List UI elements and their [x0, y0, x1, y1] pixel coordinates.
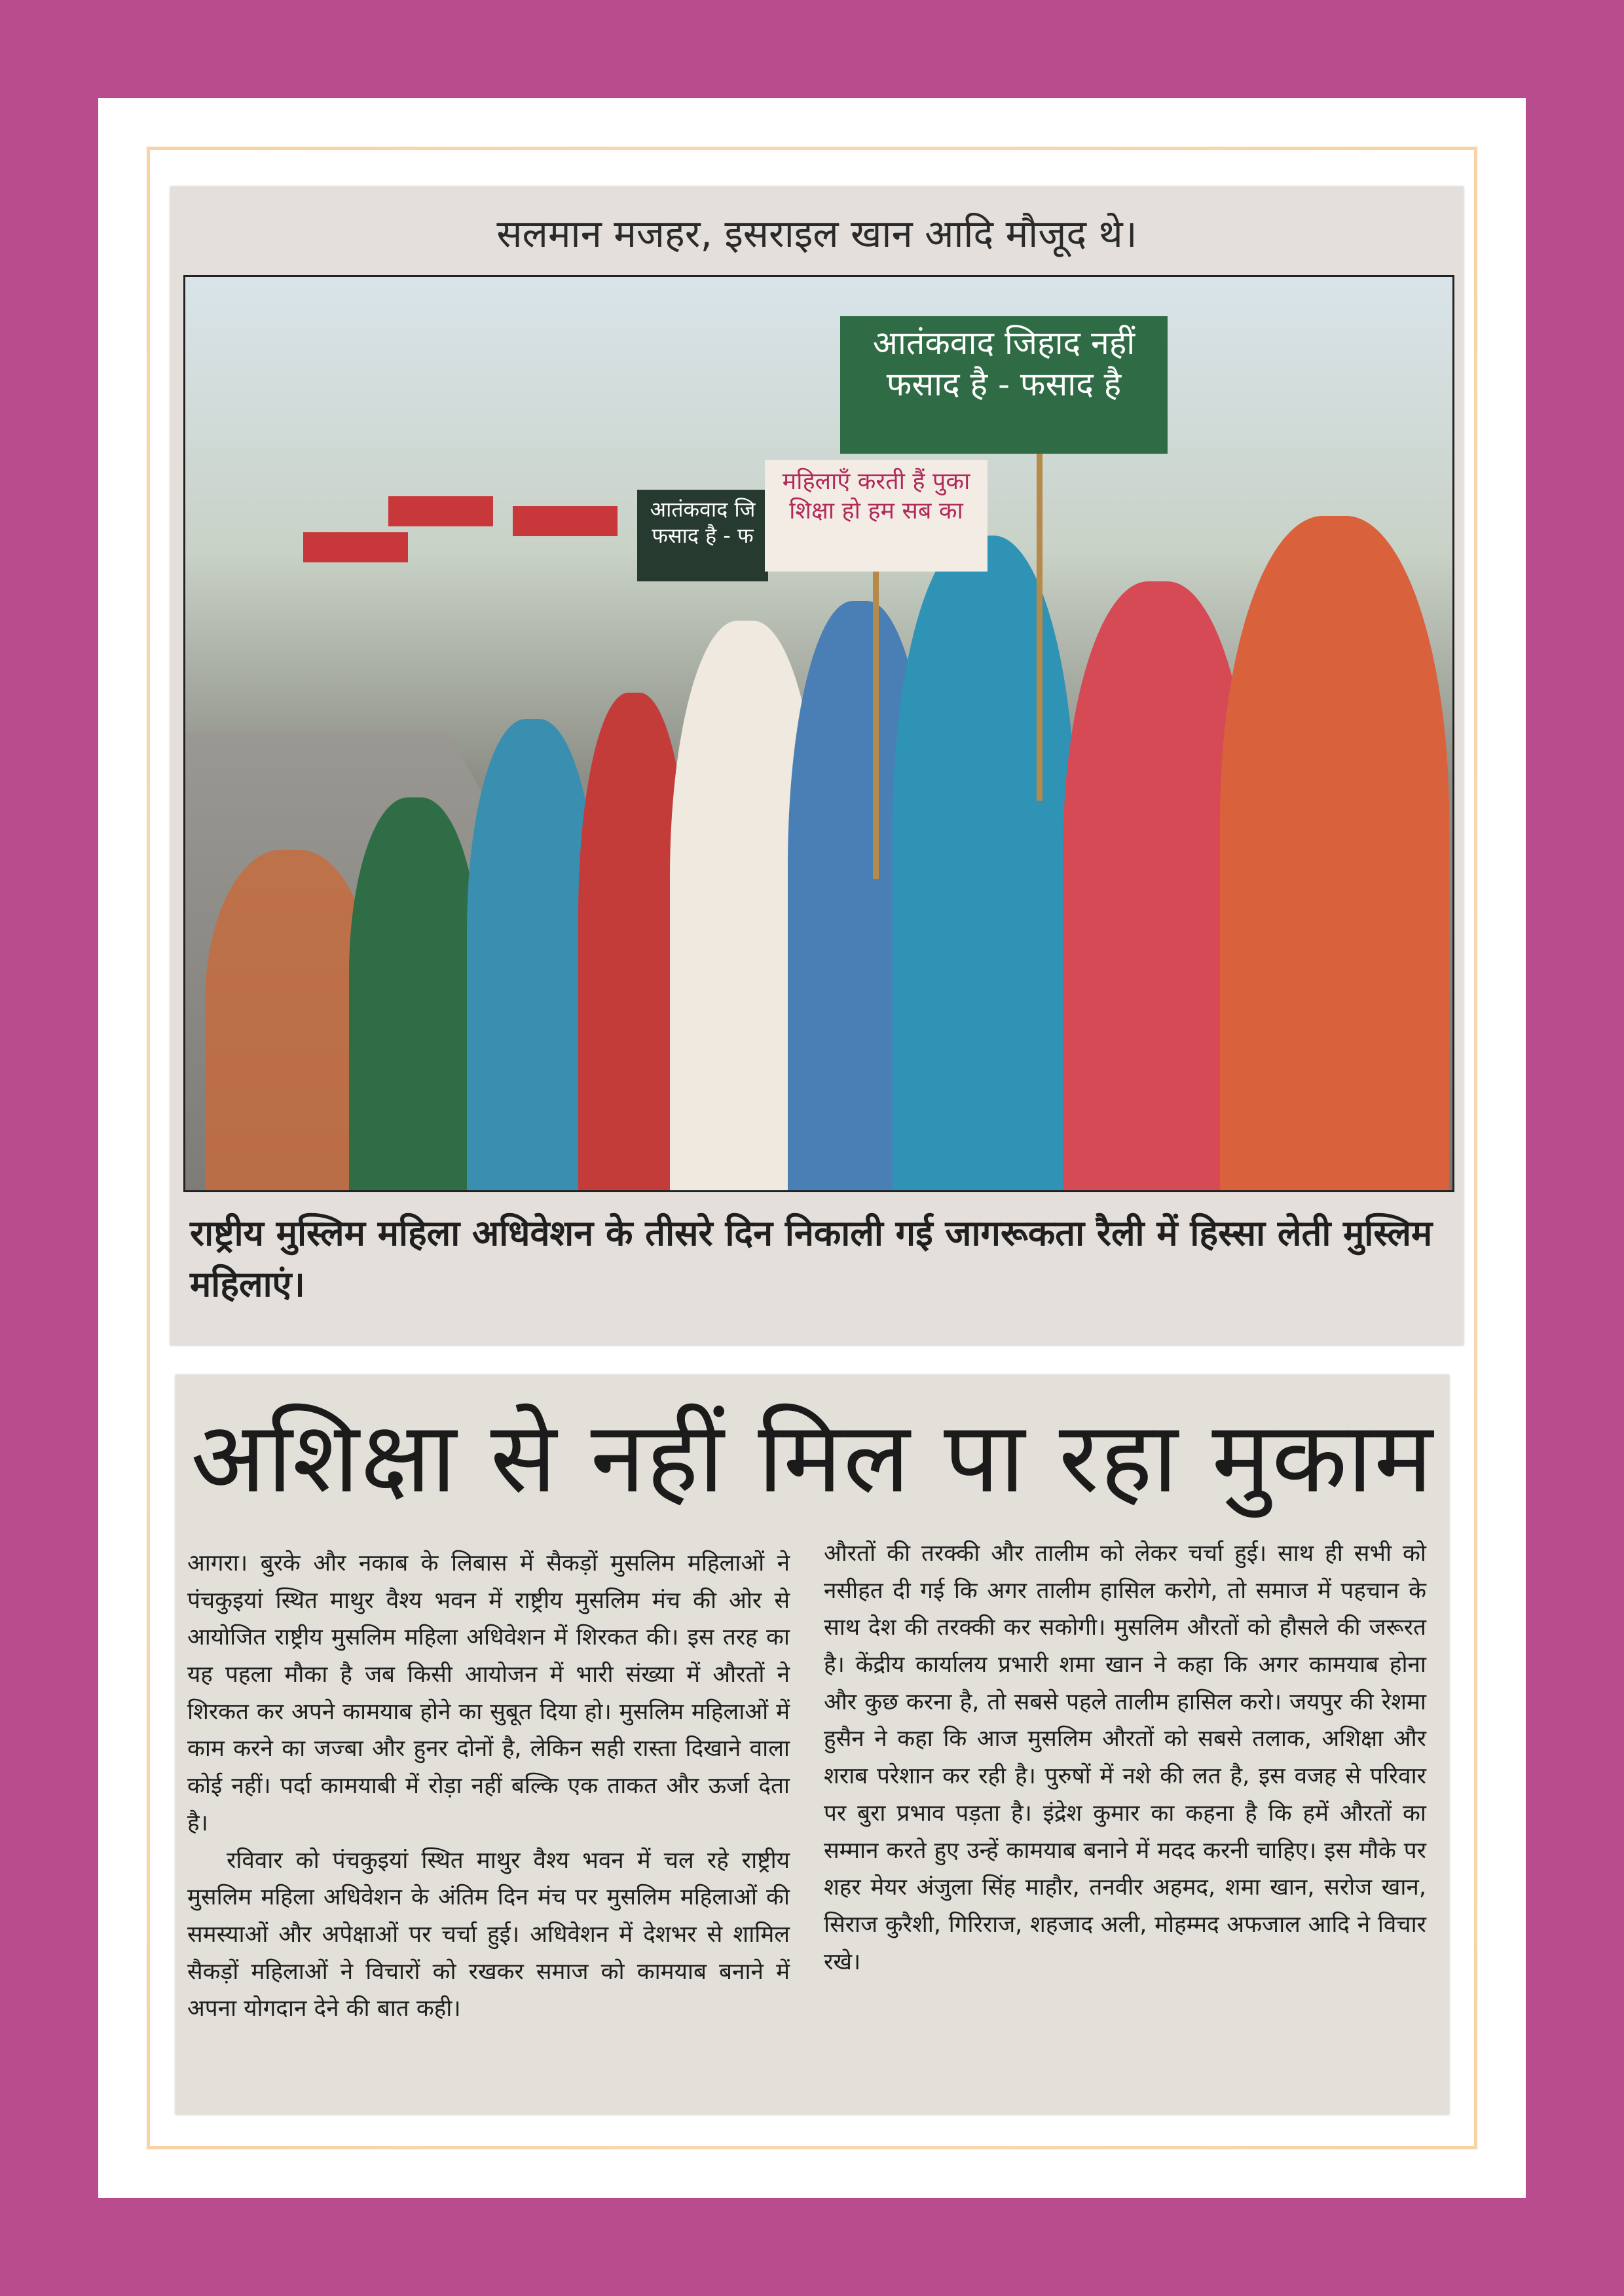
article-right-column — [824, 1535, 1426, 1980]
article-left-column — [187, 1545, 790, 2028]
sign-pole — [1037, 434, 1043, 801]
red-banner — [513, 506, 618, 536]
photo-caption: राष्ट्रीय मुस्लिम महिला अधिवेशन के तीसरे दिन निकाली गई जागरूकता रैली में हिस्सा लेती मुस्लिम महिलाएं। — [190, 1212, 1433, 1305]
photo-clipping — [170, 187, 1464, 1345]
article-headline: अशिक्षा से नहीं मिल पा रहा मुकाम — [191, 1401, 1434, 1515]
crowd-figure — [349, 797, 480, 1190]
red-banner — [303, 532, 408, 562]
sign-pole — [873, 552, 879, 879]
small-protest-sign: आतंकवाद जि फसाद है - फ — [637, 490, 768, 581]
red-banner — [388, 496, 493, 526]
crowd-figure — [1220, 516, 1449, 1190]
article-paragraph: रविवार को पंचकुइयां स्थित माथुर वैश्य भवन में चल रहे राष्ट्रीय मुसलिम महिला अधिवेशन के अंतिम दिन मंच पर मुसलिम महिलाओं की समस्याओं और अपेक्षाओं पर चर्चा हुई। अधिवेशन में देशभर से शामिल सैकड़ों महिलाओं ने विचारों को रखकर समाज को कामयाब बनाने में अपना योगदान देने की बात कही। — [187, 1847, 790, 2022]
women-protest-sign: महिलाएँ करती हैं पुका शिक्षा हो हम सब का — [765, 460, 987, 572]
article-paragraph: आगरा। बुरके और नकाब के लिबास में सैकड़ों मुसलिम महिलाओं ने पंचकुइयां स्थित माथुर वैश्य भवन में राष्ट्रीय मुसलिम मंच की ओर से आयोजित राष्ट्रीय मुसलिम महिला अधिवेशन में शिरकत की। इस तरह का यह पहला मौका है जब किसी आयोजन में भारी संख्या में औरतों ने शिरकत कर अपने कामयाब होने का सुबूत दिया हो। मुसलिम महिलाओं में काम करने का जज्बा और हुनर दोनों है, लेकिन सही रास्ता दिखाने वाला कोई नहीं। पर्दा कामयाबी में रोड़ा नहीं बल्कि एक ताकत और ऊर्जा देता है। — [187, 1550, 790, 1836]
clipping-top-line: सलमान मजहर, इसराइल खान आदि मौजूद थे। — [496, 211, 1137, 256]
article-paragraph: औरतों की तरक्की और तालीम को लेकर चर्चा हुई। साथ ही सभी को नसीहत दी गई कि अगर तालीम हासिल करोगे, तो समाज में पहचान के साथ देश की तरक्की कर सकोगी। मुसलिम औरतों को हौसले की जरूरत है। केंद्रीय कार्यालय प्रभारी शमा खान ने कहा कि अगर कामयाब होना और कुछ करना है, तो सबसे पहले तालीम हासिल करो। जयपुर की रेशमा हुसैन ने कहा कि आज मुसलिम औरतों को सबसे तलाक, अशिक्षा और शराब परेशान कर रही है। पुरुषों में नशे की लत है, इस वजह से परिवार पर बुरा प्रभाव पड़ता है। इंद्रेश कुमार का कहना है कि हमें औरतों का सम्मान करते हुए उन्हें कामयाब बनाने में मदद करनी चाहिए। इस मौके पर शहर मेयर अंजुला सिंह माहौर, तनवीर अहमद, शमा खान, सरोज खान, सिराज कुरैशी, गिरिराज, शहजाद अली, मोहम्मद अफजाल आदि ने विचार रखे। — [824, 1540, 1426, 1975]
main-protest-sign: आतंकवाद जिहाद नहीं फसाद है - फसाद है — [840, 316, 1168, 454]
rally-photo — [183, 275, 1454, 1192]
crowd-figure — [893, 536, 1076, 1190]
article-clipping — [175, 1375, 1449, 2115]
